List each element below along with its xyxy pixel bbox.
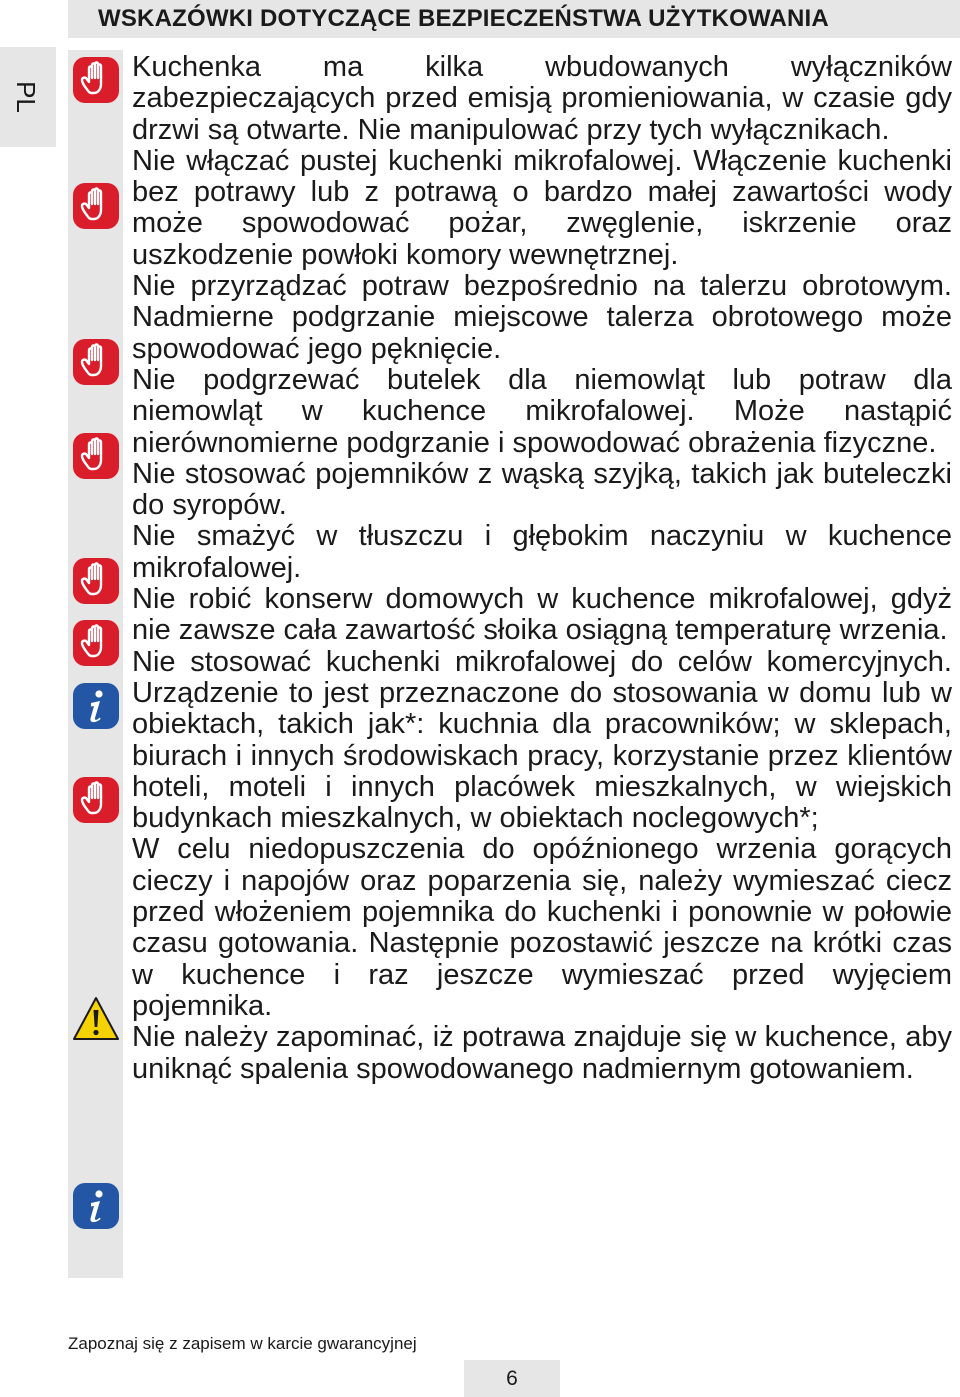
instruction-item: Nie stosować pojemników z wąską szyjką, takich jak buteleczki do syropów. — [132, 457, 952, 522]
instruction-item: Nie włączać pustej kuchenki mikrofalowej. Włączenie kuchenki bez potrawy lub z potrawą o bardzo małej zawartości wody może spowodować pożar, zwęglenie, iskrzenie oraz uszkodzenie powłoki komory wewnętrznej. — [132, 144, 952, 271]
header-bar — [68, 0, 960, 38]
language-label: PL — [10, 81, 41, 113]
warning-icon — [72, 995, 120, 1043]
safety-instructions — [132, 52, 952, 1085]
stop-hand-icon — [72, 776, 120, 824]
stop-hand-icon — [72, 182, 120, 230]
stop-hand-icon — [72, 619, 120, 667]
instruction-item: Nie smażyć w tłuszczu i głębokim naczyniu w kuchence mikrofalowej. — [132, 520, 952, 584]
page-number-box — [464, 1360, 560, 1397]
warranty-note: Zapoznaj się z zapisem w karcie gwarancyjnej — [68, 1334, 417, 1353]
instruction-item: Nie stosować kuchenki mikrofalowej do celów komercyjnych. Urządzenie to jest przeznaczone do stosowania w domu lub w obiektach, takich jak*: kuchnia dla pracowników; w sklepach, biurach i innych środowiskach pracy, korzystanie przez klientów hoteli, moteli i innych placówek mieszkalnych, w wiejskich budynkach mieszkalnych, w obiektach noclegowych*; — [132, 645, 952, 835]
instruction-item: Nie przyrządzać potraw bezpośrednio na talerzu obrotowym. Nadmierne podgrzanie miejscowe talerza obrotowego może spowodować jego pęknięcie. — [132, 270, 952, 365]
stop-hand-icon — [72, 557, 120, 605]
icon-column — [68, 50, 123, 1278]
page-number: 6 — [506, 1367, 518, 1390]
instruction-item: Nie należy zapominać, iż potrawa znajduje się w kuchence, aby uniknąć spalenia spowodowanego nadmiernym gotowaniem. — [132, 1021, 952, 1085]
page-title: WSKAZÓWKI DOTYCZĄCE BEZPIECZEŃSTWA UŻYTKOWANIA — [98, 5, 829, 32]
instruction-item: Nie podgrzewać butelek dla niemowląt lub potraw dla niemowląt w kuchence mikrofalowej. Może nastąpić nierównomierne podgrzanie i spowodować obrażenia fizyczne. — [132, 363, 952, 459]
stop-hand-icon — [72, 56, 120, 104]
instruction-item: Nie robić konserw domowych w kuchence mikrofalowej, gdyż nie zawsze cała zawartość słoika osiągną temperaturę wrzenia. — [132, 583, 952, 647]
info-icon — [72, 1182, 120, 1230]
stop-hand-icon — [72, 432, 120, 480]
stop-hand-icon — [72, 338, 120, 386]
instruction-item: Kuchenka ma kilka wbudowanych wyłączników zabezpieczających przed emisją promieniowania, w czasie gdy drzwi są otwarte. Nie manipulować przy tych wyłącznikach. — [132, 51, 952, 146]
language-tab — [0, 47, 56, 147]
info-icon — [72, 682, 120, 730]
instruction-item: W celu niedopuszczenia do opóźnionego wrzenia gorących cieczy i napojów oraz poparzenia się, należy wymieszać ciecz przed włożeniem pojemnika do kuchenki i ponownie w połowie czasu gotowania. Następnie pozostawić jeszcze na krótki czas w kuchence i raz jeszcze wymieszać przed wyjęciem pojemnika. — [132, 833, 952, 1022]
